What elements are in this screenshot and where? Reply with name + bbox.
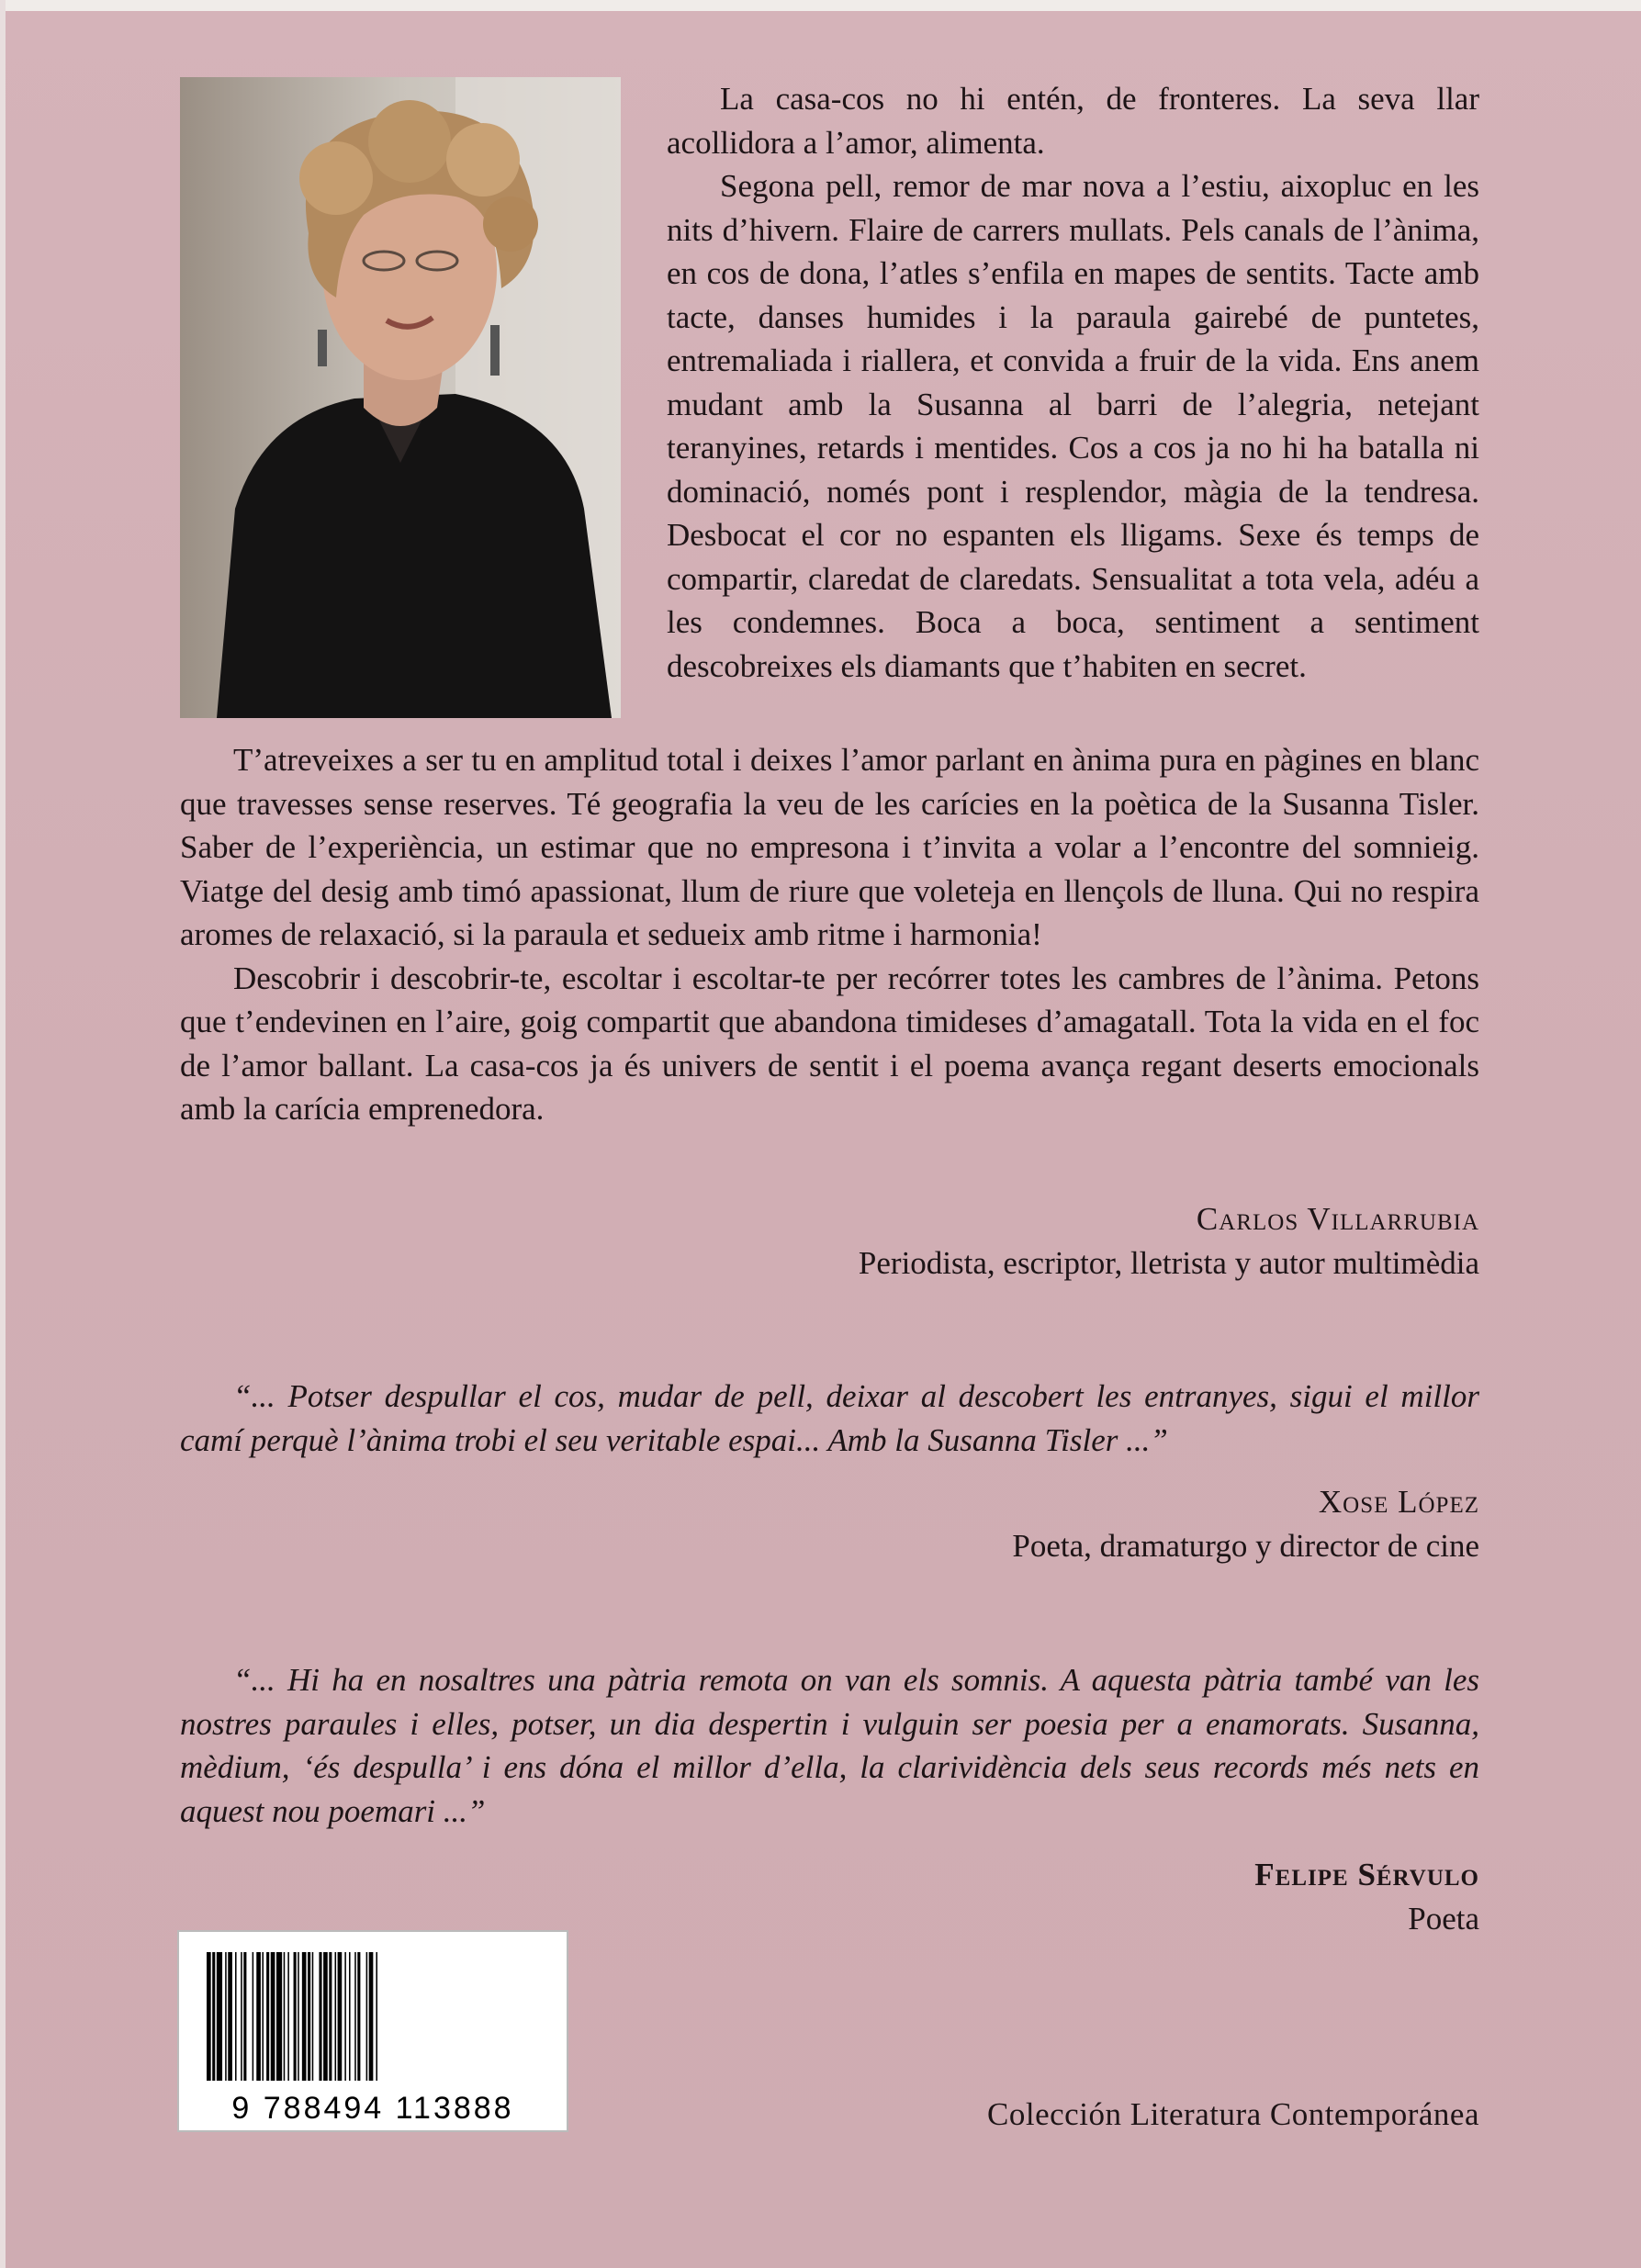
- main-paragraph-2: Descobrir i descobrir-te, escoltar i escoltar-te per recórrer totes les cambres de l’ànima. Petons que t’endevinen en l’aire, goig compartit que abandona timideses d’amagatall. Tota la vida en el foc de l’amor ballant. La casa-cos ja és univers de sentit i el poema avança regant deserts emocionals amb la carícia emprenedora.: [180, 960, 1479, 1127]
- author-photo: [180, 77, 621, 718]
- attribution-1-name: Carlos Villarrubia: [1196, 1201, 1479, 1237]
- intro-paragraph-1: La casa-cos no hi entén, de fronteres. La seva llar acollidora a l’amor, alimenta.: [667, 81, 1479, 161]
- isbn-digits: 9 788494 113888: [231, 2091, 514, 2126]
- attribution-1-role: Periodista, escriptor, lletrista y autor multimèdia: [858, 1245, 1479, 1281]
- attribution-1: [859, 1197, 1479, 1286]
- intro-paragraph-2: Segona pell, remor de mar nova a l’estiu, aixopluc en les nits d’hivern. Flaire de carrers mullats. Pels canals de l’ànima, en cos de dona, l’atles s’enfila en mapes de sentits. Tacte amb tacte, danses humides i la paraula gairebé de puntetes, entremaliada i riallera, et convida a fruir de la vida. Ens anem mudant amb la Susanna al barri de l’alegria, netejant teranyines, retards i mentides. Cos a cos ja no hi ha batalla ni dominació, només pont i resplendor, màgia de la tendresa. Desbocat el cor no espanten els lligams. Sexe és temps de compartir, claredat de claredats. Sensualitat a tota vela, adéu a les condemnes. Boca a boca, sentiment a sentiment descobreixes els diamants que t’habiten en secret.: [667, 168, 1479, 684]
- attribution-2: [1012, 1480, 1479, 1568]
- attribution-3-name: Felipe Sérvulo: [1254, 1857, 1479, 1892]
- attribution-3-role: Poeta: [1408, 1901, 1479, 1937]
- quote-3-text: “... Hi ha en nosaltres una pàtria remota on van els somnis. A aquesta pàtria també van les nostres paraules i elles, potser, un dia despertin i vulguin ser poesia per a enamorats. Susanna, mèdium, ‘és despulla’ i ens dóna el millor d’ella, la clarividència dels seus records més nets en aquest nou poemari ...”: [180, 1662, 1479, 1829]
- collection-name: Colección Literatura Contemporánea: [987, 2096, 1479, 2132]
- attribution-3: [1254, 1853, 1479, 1941]
- quote-2-text: “... Potser despullar el cos, mudar de pell, deixar al descobert les entranyes, sigui el millor camí perquè l’ànima trobi el seu veritable espai... Amb la Susanna Tisler ...”: [180, 1378, 1479, 1458]
- main-text: [180, 738, 1479, 1131]
- isbn-barcode: [177, 1930, 568, 2132]
- barcode-bars-icon: [179, 1932, 567, 2088]
- attribution-2-role: Poeta, dramaturgo y director de cine: [1012, 1528, 1479, 1564]
- page-edge-top: [0, 0, 1641, 11]
- intro-text: [667, 77, 1479, 688]
- attribution-2-name: Xose López: [1318, 1484, 1479, 1520]
- quote-3: [180, 1658, 1479, 1833]
- main-paragraph-1: T’atreveixes a ser tu en amplitud total i deixes l’amor parlant en ànima pura en pàgines en blanc que travesses sense reserves. Té geografia la veu de les carícies en la poètica de la Susanna Tisler. Saber de l’experiència, un estimar que no empresona i t’invita a volar a l’encontre del somnieig. Viatge del desig amb timó apassionat, llum de riure que voleteja en llençols de lluna. Qui no respira aromes de relaxació, si la paraula et sedueix amb ritme i harmonia!: [180, 742, 1479, 952]
- page-edge-left: [0, 0, 6, 2268]
- quote-2: [180, 1375, 1479, 1462]
